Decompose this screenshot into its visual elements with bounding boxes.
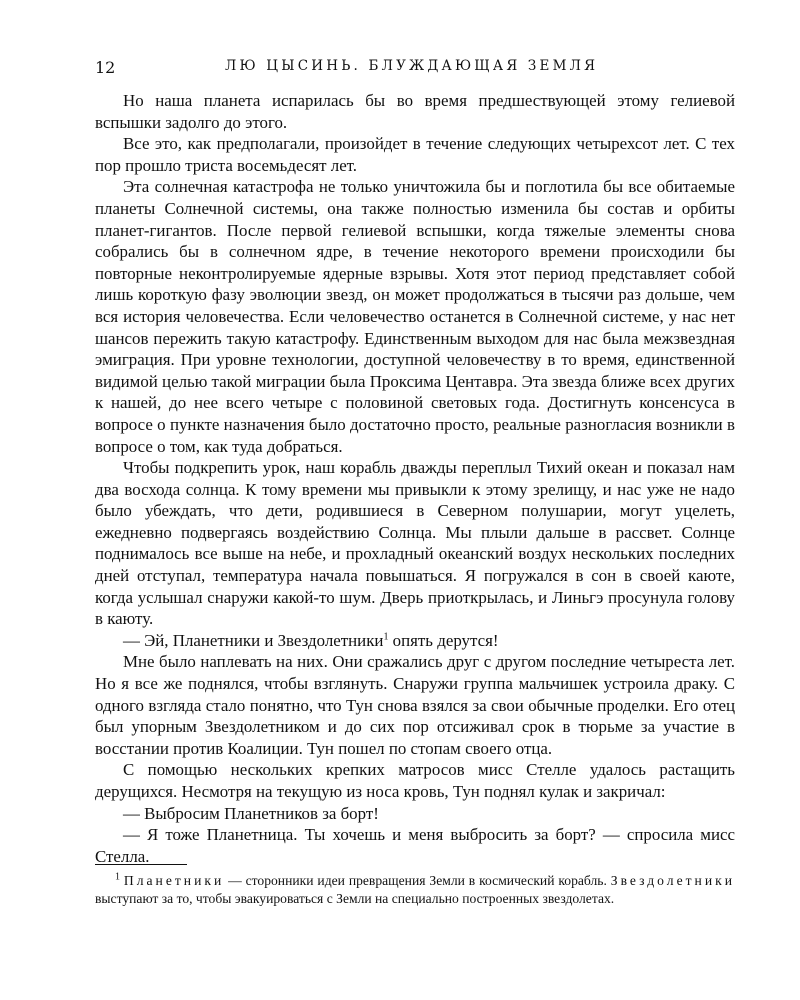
footnote-text: выступают за то, чтобы эвакуироваться с Земли на специально построенных звездолетах.	[95, 891, 615, 906]
paragraph: Эта солнечная катастрофа не только уничтожила бы и поглотила бы все обитаемые планеты Солнечной системы, она также полностью изменила бы состав и орбиты планет-гигантов. После первой гелиевой вспышки, когда тяжелые элементы снова собрались бы в солнечном ядре, в течение некоторого времени происходили бы повторные неконтролируемые ядерные взрывы. Хотя этот период представляет собой лишь короткую фазу эволюции звезд, он может продолжаться в тысячи раз дольше, чем вся история человечества. Если человечество останется в Солнечной системе, у нас нет шансов пережить такую катастрофу. Единственным выходом для нас была межзвездная эмиграция. При уровне технологии, доступной человечеству в то время, единственной видимой целью такой миграции была Проксима Центавра. Эта звезда ближе всех других к нашей, до нее всего четыре с половиной световых года. Достигнуть консенсуса в вопросе о пункте назначения было достаточно просто, реальные разногласия возникли в вопросе о том, как туда добраться.	[95, 177, 735, 456]
running-title: ЛЮ ЦЫСИНЬ. БЛУЖДАЮЩАЯ ЗЕМЛЯ	[225, 58, 599, 74]
dialogue-text: опять дерутся!	[388, 630, 499, 650]
footnote-reference[interactable]: 1	[383, 631, 389, 643]
dialogue-line: — Выбросим Планетников за борт!	[123, 803, 379, 823]
footnotes	[95, 872, 735, 908]
footnote-term: Звездолетники	[610, 873, 735, 888]
footnote-mark: 1	[115, 871, 120, 883]
page-number: 12	[95, 58, 116, 77]
paragraph: С помощью нескольких крепких матросов мисс Стелле удалось растащить дерущихся. Несмотря на текущую из носа кровь, Тун поднял кулак и закричал:	[95, 760, 735, 801]
paragraph: Мне было наплевать на них. Они сражались друг с другом последние четыреста лет. Но я все же поднялся, чтобы взглянуть. Снаружи группа мальчишек устроила драку. С одного взгляда стало понятно, что Тун снова взялся за свои обычные проделки. Его отец был упорным Звездолетником и до сих пор отсиживал срок в тюрьме за участие в восстании против Коалиции. Тун пошел по стопам своего отца.	[95, 652, 735, 758]
paragraph: Чтобы подкрепить урок, наш корабль дважды переплыл Тихий океан и показал нам два восхода солнца. К тому времени мы привыкли к этому зрелищу, и нас уже не надо было убеждать, что дети, родившиеся в Северном полушарии, могут уцелеть, ежедневно подвергаясь воздействию Солнца. Мы плыли дальше в рассвет. Солнце поднималось все выше на небе, и прохладный океанский воздух нескольких последних дней отступал, температура начала повышаться. Я погружался в сон в своей каюте, когда услышал снаружи какой-то шум. Дверь приоткрылась, и Линьгэ просунула голову в каюту.	[95, 458, 735, 629]
footnote	[95, 872, 735, 908]
dialogue-text: — Эй, Планетники и Звездолетники	[123, 630, 384, 650]
footnote-text: — сторонники идеи превращения Земли в космический корабль.	[224, 873, 611, 888]
footnote-term: Планетники	[123, 873, 225, 888]
dialogue-line: — Я тоже Планетница. Ты хочешь и меня выбросить за борт? — спросила мисс Стелла.	[95, 825, 735, 866]
paragraph: Все это, как предполагали, произойдет в течение следующих четырехсот лет. С тех пор прошло триста восемьдесят лет.	[95, 134, 735, 175]
paragraph: Но наша планета испарилась бы во время предшествующей этому гелиевой вспышки задолго до этого.	[95, 91, 735, 132]
main-text	[95, 90, 735, 867]
footnote-divider	[95, 864, 187, 865]
dialogue-line	[95, 630, 735, 652]
page-header	[95, 58, 735, 82]
